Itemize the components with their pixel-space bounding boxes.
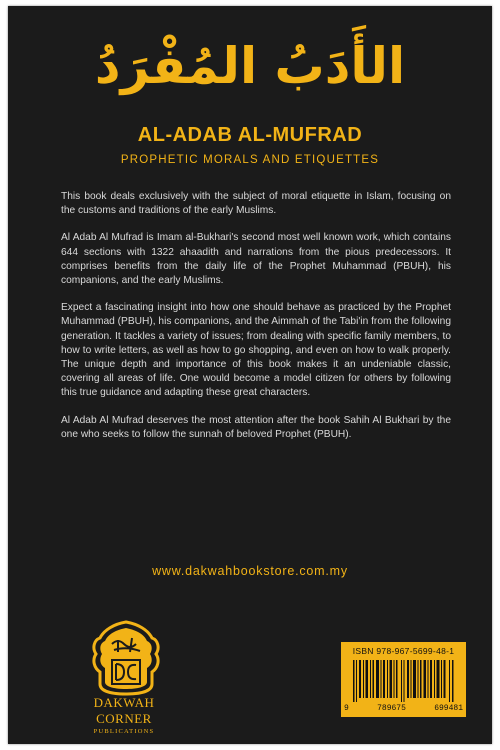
publisher-name: DAKWAH CORNER	[93, 695, 155, 726]
book-subtitle: PROPHETIC MORALS AND ETIQUETTES	[120, 154, 380, 166]
blurb	[61, 190, 451, 455]
barcode-panel	[341, 642, 466, 717]
website-url: www.dakwahbookstore.com.my	[152, 564, 348, 578]
isbn-text: ISBN 978-967-5699-48-1	[352, 646, 455, 656]
barcode-digit-group: 699481	[434, 704, 463, 713]
blurb-paragraph: Al Adab Al Mufrad is Imam al-Bukhari's second most well known work, which contains 644 sections with 1322 ahaadith and narrations from the pious predecessors. It comprises benefits from the daily life of the Prophet Muhammad (PBUH), his companions, and the early Muslims.	[61, 232, 451, 287]
barcode-digit-group: 789675	[377, 704, 406, 713]
barcode-digits	[344, 704, 463, 713]
blurb-paragraph: Expect a fascinating insight into how one should behave as practiced by the Prophet Muhammad (PBUH), his companions, and the Aimmah of the Tabi'in from the following generation. It tackles a variety of issues; from dealing with specific family members, to how to write letters, as well as how to go shopping, and even on how to walk properly. The unique depth and importance of this book makes it an undeniable classic, covering all areas of life. One would become a model citizen for others by following this true guidance and adapting these great characters.	[61, 302, 451, 399]
book-title: AL-ADAB AL-MUFRAD	[137, 124, 363, 146]
arabic-title: الأَدَبُ المُفْرَدُ	[94, 37, 406, 95]
publisher-name-block	[68, 695, 180, 735]
blurb-paragraph: Al Adab Al Mufrad deserves the most attention after the book Sahih Al Bukhari by the one who seeks to follow the sunnah of beloved Prophet (PBUH).	[61, 414, 451, 440]
blurb-paragraph: This book deals exclusively with the subject of moral etiquette in Islam, focusing on the customs and traditions of the early Muslims.	[61, 191, 451, 217]
publisher-subname: PUBLICATIONS	[93, 728, 155, 735]
barcode-icon	[353, 660, 454, 702]
dakwah-corner-emblem-icon	[84, 618, 168, 698]
barcode-digit-group: 9	[344, 704, 349, 713]
back-cover	[8, 6, 492, 744]
